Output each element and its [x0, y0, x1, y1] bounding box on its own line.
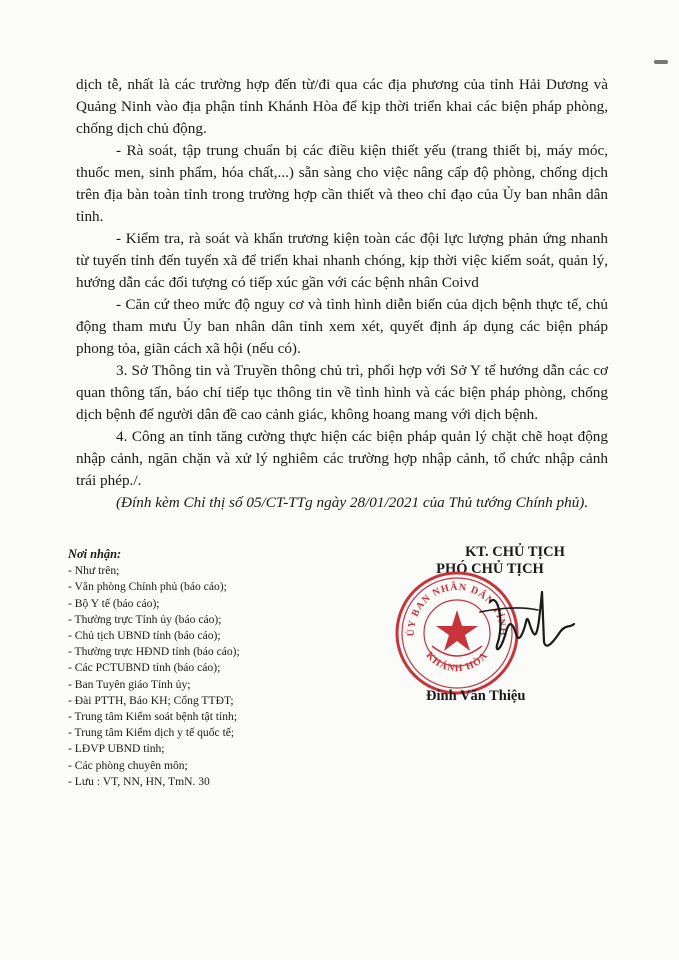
- attachment-note: (Đính kèm Chỉ thị số 05/CT-TTg ngày 28/01/2021 của Thủ tướng Chính phủ).: [116, 494, 589, 511]
- paragraph-3: - Kiểm tra, rà soát và khẩn trương kiện toàn các đội lực lượng phản ứng nhanh từ tuyến tỉnh đến tuyến xã để triển khai nhanh chóng, kịp thời việc kiểm soát, quản lý, hướng dẫn các đối tượng có tiếp xúc gần với các bệnh nhân Coivd: [76, 230, 608, 291]
- paragraph-4: - Căn cứ theo mức độ nguy cơ và tình hình diễn biến của dịch bệnh thực tế, chủ động tham mưu Ủy ban nhân dân tỉnh xem xét, quyết định áp dụng các biện pháp phong tỏa, giãn cách xã hội (nếu có).: [76, 296, 608, 357]
- recipient-item: - Như trên;: [68, 564, 120, 578]
- recipients-list: [68, 563, 388, 790]
- paragraph-1: dịch tễ, nhất là các trường hợp đến từ/đi qua các địa phương của tỉnh Hải Dương và Quảng Ninh vào địa phận tỉnh Khánh Hòa để kịp thời triển khai các biện pháp phòng, chống dịch chủ động.: [76, 76, 608, 137]
- handwritten-signature-image: [470, 572, 590, 662]
- paragraph-2: - Rà soát, tập trung chuẩn bị các điều kiện thiết yếu (trang thiết bị, máy móc, thuốc men, sinh phẩm, hóa chất,...) sẵn sàng cho việc nâng cấp độ phòng, chống dịch trên địa bàn toàn tỉnh trong trường hợp cần thiết và theo chỉ đạo của Ủy ban nhân dân tỉnh.: [76, 142, 608, 225]
- recipient-item: - Trung tâm Kiểm soát bệnh tật tỉnh;: [68, 710, 238, 724]
- recipient-item: - Văn phòng Chính phủ (báo cáo);: [68, 580, 227, 594]
- document-body: [76, 74, 608, 514]
- recipient-item: - Thường trực Tỉnh ủy (báo cáo);: [68, 612, 222, 626]
- seal-text-bottom: KHÁNH HÒA: [423, 650, 491, 675]
- recipient-item: - Lưu : VT, NN, HN, TmN. 30: [68, 774, 210, 788]
- paragraph-5: 3. Sở Thông tin và Truyền thông chủ trì, phối hợp với Sở Y tế hướng dẫn các cơ quan thông tấn, báo chí tiếp tục thông tin về tình hình và các biện pháp phòng, chống dịch bệnh để người dân đề cao cảnh giác, không hoang mang với dịch bệnh.: [76, 362, 608, 423]
- recipient-item: - Ban Tuyên giáo Tỉnh ủy;: [68, 677, 191, 691]
- recipient-item: - Các PCTUBND tỉnh (báo cáo);: [68, 661, 221, 675]
- recipients-title: Nơi nhận:: [68, 547, 122, 561]
- recipient-item: - Bộ Y tế (báo cáo);: [68, 596, 160, 610]
- recipient-item: - Chủ tịch UBND tỉnh (báo cáo);: [68, 629, 221, 643]
- paragraph-6: 4. Công an tỉnh tăng cường thực hiện các biện pháp quản lý chặt chẽ hoạt động nhập cảnh, ngăn chặn và xử lý nghiêm các trường hợp nhập cảnh, tổ chức nhập cảnh trái phép./.: [76, 428, 608, 489]
- recipient-item: - LĐVP UBND tỉnh;: [68, 742, 165, 756]
- signer-role-line2: PHÓ CHỦ TỊCH: [436, 561, 544, 577]
- page-mark: [654, 60, 668, 64]
- signer-role-line1: KT. CHỦ TỊCH: [465, 544, 565, 560]
- recipient-item: - Trung tâm Kiểm dịch y tế quốc tế;: [68, 726, 235, 740]
- recipient-item: - Đài PTTH, Báo KH; Cổng TTĐT;: [68, 693, 234, 707]
- recipient-item: - Thường trực HĐND tỉnh (báo cáo);: [68, 645, 240, 659]
- seal-text-top: ỦY BAN NHÂN DÂN TỈNH: [405, 581, 509, 637]
- signer-name: Đinh Văn Thiệu: [426, 688, 526, 704]
- recipient-item: - Các phòng chuyên môn;: [68, 758, 188, 772]
- recipients-block: [68, 546, 388, 790]
